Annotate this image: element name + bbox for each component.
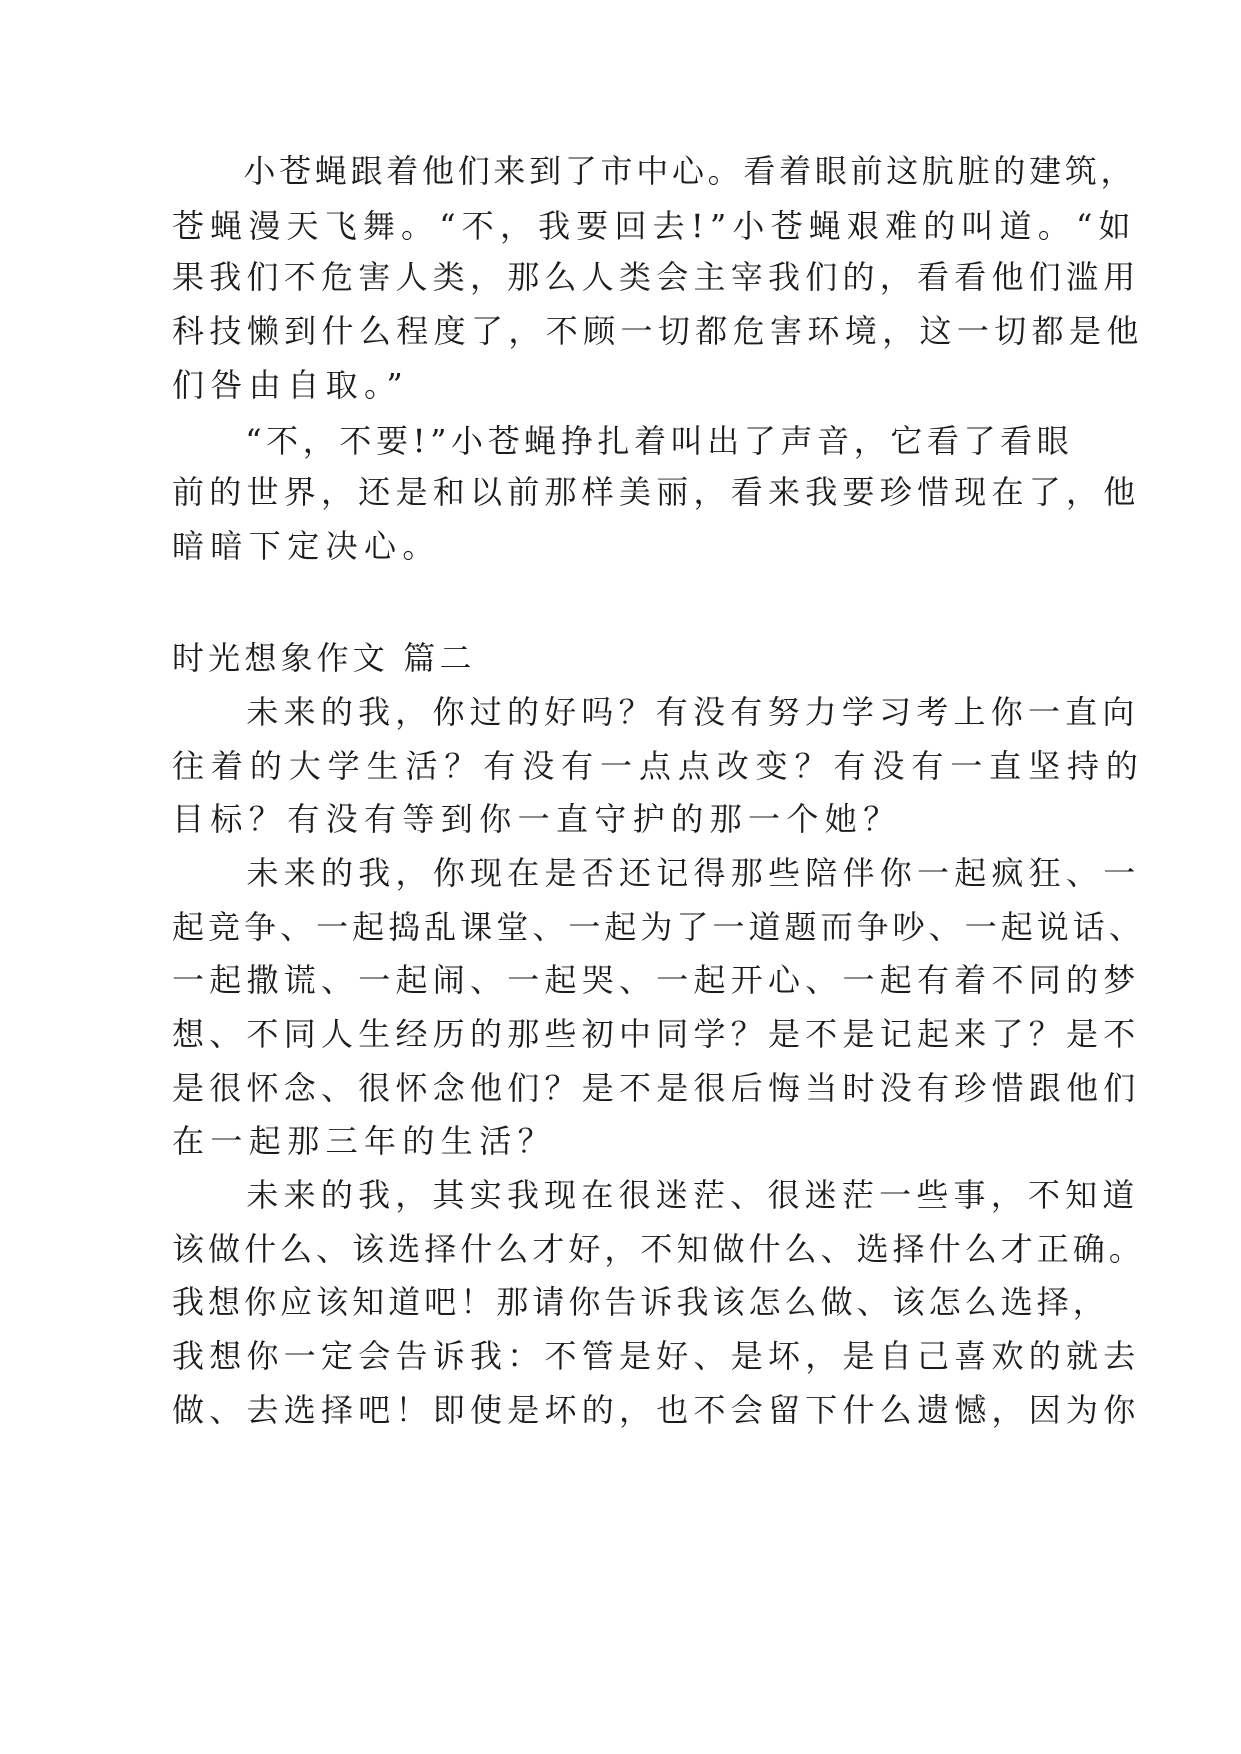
text-line: 未来的我，其实我现在很迷茫、很迷茫一些事，不知道 (172, 1176, 1140, 1214)
text-line: 未来的我，你现在是否还记得那些陪伴你一起疯狂、一 (172, 854, 1141, 892)
text-line: 该做什么、该选择什么才好，不知做什么、选择什么才正确。 (172, 1230, 1145, 1268)
text-line: 前的世界，还是和以前那样美丽，看来我要珍惜现在了，他 (172, 473, 1141, 511)
text-line: 苍蝇漫天飞舞。“不，我要回去!”小苍蝇艰难的叫道。“如 (172, 207, 1137, 245)
text-line: 小苍蝇跟着他们来到了市中心。看着眼前这肮脏的建筑， (172, 152, 1137, 190)
text-line: 起竞争、一起捣乱课堂、一起为了一道题而争吵、一起说话、 (172, 908, 1145, 946)
section-heading: 时光想象作文 篇二 (172, 639, 476, 677)
text-line: “不，不要!”小苍蝇挣扎着叫出了声音，它看了看眼 (172, 422, 1074, 460)
text-line: 我想你应该知道吧！那请你告诉我该怎么做、该怎么选择， (172, 1283, 1109, 1321)
text-line: 我想你一定会告诉我：不管是好、是坏，是自己喜欢的就去 (172, 1337, 1141, 1375)
text-line: 果我们不危害人类，那么人类会主宰我们的，看看他们滥用 (172, 258, 1141, 296)
text-line: 做、去选择吧！即使是坏的，也不会留下什么遗憾，因为你 (172, 1391, 1141, 1429)
text-line: 目标？有没有等到你一直守护的那一个她？ (172, 800, 902, 838)
text-line: 想、不同人生经历的那些初中同学？是不是记起来了？是不 (172, 1015, 1141, 1053)
text-line: 是很怀念、很怀念他们？是不是很后悔当时没有珍惜跟他们 (172, 1069, 1141, 1107)
text-line: 暗暗下定决心。 (172, 527, 441, 565)
text-line: 未来的我，你过的好吗？有没有努力学习考上你一直向 (172, 693, 1140, 731)
text-line: 一起撒谎、一起闹、一起哭、一起开心、一起有着不同的梦 (172, 961, 1141, 999)
text-line: 往着的大学生活？有没有一点点改变？有没有一直坚持的 (172, 747, 1145, 785)
text-line: 们咎由自取。” (172, 366, 410, 404)
text-line: 科技懒到什么程度了，不顾一切都危害环境，这一切都是他 (172, 312, 1144, 350)
text-line: 在一起那三年的生活？ (172, 1122, 557, 1160)
